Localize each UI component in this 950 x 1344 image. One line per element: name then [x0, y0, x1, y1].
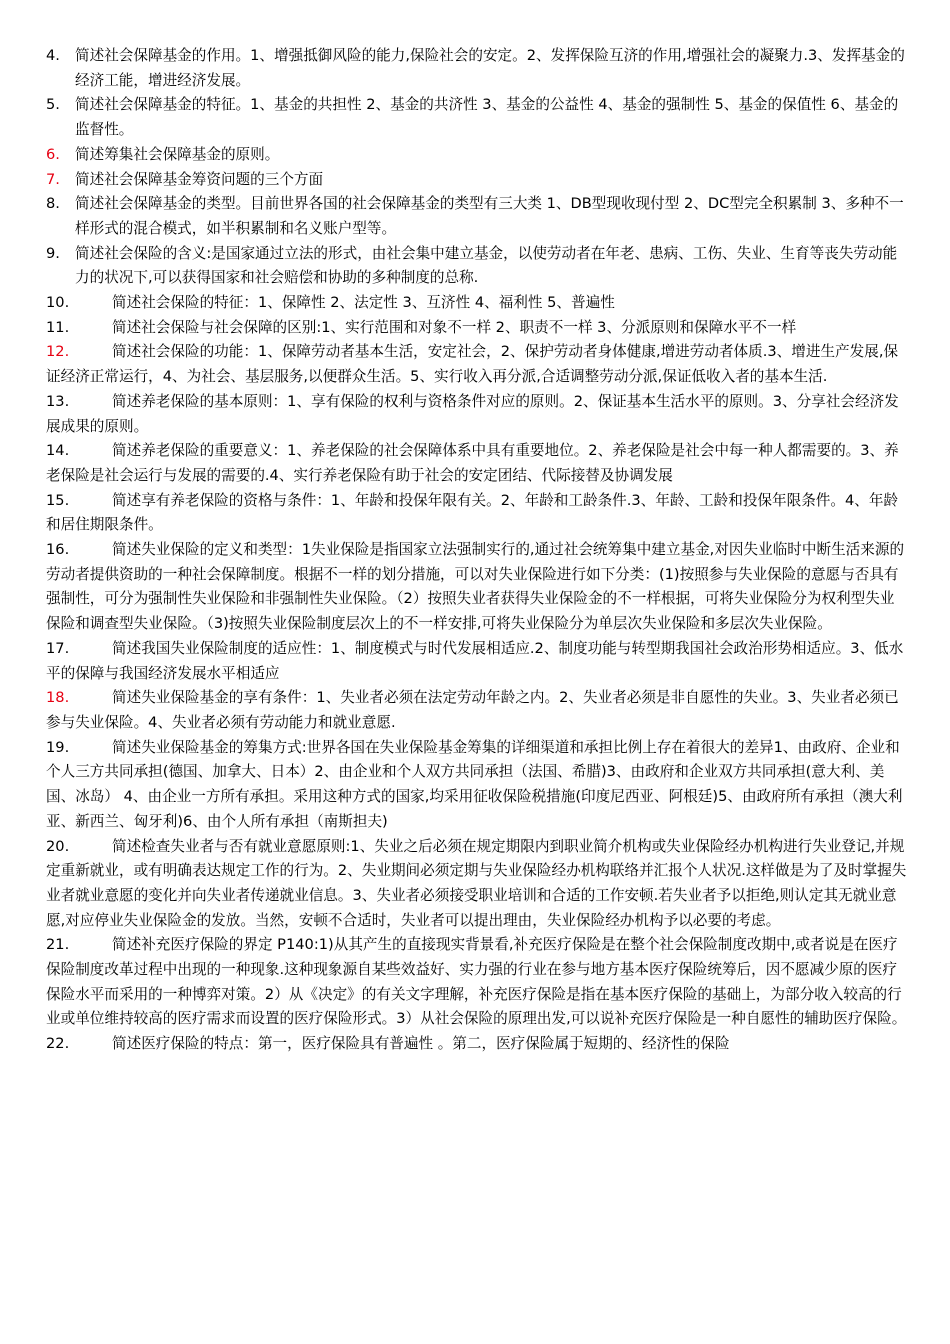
list-item	[46, 686, 908, 735]
item-number: 16.	[46, 541, 70, 559]
item-number: 21.	[46, 936, 70, 954]
item-number: 14.	[46, 442, 70, 460]
item-text: 简述检查失业者与否有就业意愿原则:1、失业之后必须在规定期限内到职业简介机构或失业保险经办机构进行失业登记,并规定重新就业，或有明确表达规定工作的行为。2、失业期间必须定期与失业保险经办机构联络并汇报个人状况.这样做是为了及时掌握失业者就业意愿的变化并向失业者传递就业信息。3、失业者必须接受职业培训和合适的工作安顿.若失业者予以拒绝,则认定其无就业意愿,对应停业失业保险金的发放。当然，安顿不合适时，失业者可以提出理由，失业保险经办机构予以必要的考虑。	[46, 837, 907, 929]
item-text: 简述失业保险基金的享有条件：1、失业者必须在法定劳动年龄之内。2、失业者必须是非自愿性的失业。3、失业者必须已参与失业保险。4、失业者必须有劳动能力和就业意愿.	[46, 689, 899, 731]
item-number: 17.	[46, 639, 70, 657]
item-text: 简述我国失业保险制度的适应性：1、制度模式与时代发展相适应.2、制度功能与转型期我国社会政治形势相适应。3、低水平的保障与我国经济发展水平相适应	[46, 639, 904, 682]
list-item	[46, 291, 908, 316]
item-text: 简述社会保险的功能：1、保障劳动者基本生活，安定社会，2、保护劳动者身体健康,增进劳动者体质.3、增进生产发展,保证经济正常运行，4、为社会、基层服务,以便群众生活。5、实行收入再分派,合适调整劳动分派,保证低收入者的基本生活.	[46, 343, 899, 386]
item-number: 7.	[46, 170, 60, 188]
list-item	[46, 390, 908, 439]
item-text: 简述补充医疗保险的界定 P140:1)从其产生的直接现实背景看,补充医疗保险是在整个社会保险制度改期中,或者说是在医疗保险制度改革过程中出现的一种现象.这种现象源自某些效益好、实力强的行业在参与地方基本医疗保险统筹后，因不愿减少原的医疗保险水平而采用的一种博弈对策。2）从《决定》的有关文字理解，补充医疗保险是指在基本医疗保险的基础上，为部分收入较高的行业或单位维持较高的医疗需求而设置的医疗保险形式。3）从社会保险的原理出发,可以说补充医疗保险是一种自愿性的辅助医疗保险。	[46, 936, 907, 1028]
list-item	[46, 340, 908, 389]
item-number: 5.	[46, 96, 60, 114]
item-text: 简述社会保险的含义:是国家通过立法的形式，由社会集中建立基金，以使劳动者在年老、患病、工伤、失业、生育等丧失劳动能力的状况下,可以获得国家和社会赔偿和协助的多种制度的总称.	[75, 244, 898, 287]
list-item	[46, 143, 908, 168]
item-text: 简述社会保险与社会保障的区别:1、实行范围和对象不一样 2、职责不一样 3、分派原则和保障水平不一样	[112, 318, 797, 336]
list-item	[46, 44, 908, 93]
item-text: 简述医疗保险的特点：第一，医疗保险具有普遍性 。第二，医疗保险属于短期的、经济性的保险	[112, 1035, 730, 1053]
item-text: 简述享有养老保险的资格与条件：1、年龄和投保年限有关。2、年龄和工龄条件.3、年龄、工龄和投保年限条件。4、年龄和居住期限条件。	[46, 491, 899, 534]
item-number: 8.	[46, 195, 60, 213]
item-text: 简述失业保险的定义和类型：1失业保险是指国家立法强制实行的,通过社会统筹集中建立基金,对因失业临时中断生活来源的劳动者提供资助的一种社会保障制度。根据不一样的划分措施，可以对失业保险进行如下分类：(1)按照参与失业保险的意愿与否具有强制性，可分为强制性失业保险和非强制性失业保险。（2）按照失业者获得失业保险金的不一样根据，可将失业保险分为权利型失业保险和调查型失业保险。（3)按照失业保险制度层次上的不一样安排,可将失业保险分为单层次失业保险和多层次失业保险。	[46, 541, 905, 633]
list-item	[46, 242, 908, 291]
item-number: 15.	[46, 491, 70, 509]
item-number: 11.	[46, 318, 70, 336]
list-item	[46, 489, 908, 538]
item-text: 简述养老保险的基本原则：1、享有保险的权利与资格条件对应的原则。2、保证基本生活水平的原则。3、分享社会经济发展成果的原则。	[46, 392, 899, 435]
list-item	[46, 736, 908, 835]
list-item	[46, 168, 908, 193]
item-number: 9.	[46, 244, 60, 262]
item-number: 18.	[46, 689, 70, 707]
item-number: 4.	[46, 47, 60, 64]
item-text: 简述社会保障基金的作用。1、增强抵御风险的能力,保险社会的安定。2、发挥保险互济的作用,增强社会的凝聚力.3、发挥基金的经济工能，增进经济发展。	[75, 47, 905, 89]
list-item	[46, 93, 908, 142]
list-item	[46, 192, 908, 241]
list-item	[46, 316, 908, 341]
document-page	[46, 44, 908, 1057]
item-number: 6.	[46, 145, 60, 163]
item-text: 简述失业保险基金的筹集方式:世界各国在失业保险基金筹集的详细渠道和承担比例上存在着很大的差异1、由政府、企业和个人三方共同承担(德国、加拿大、日本）2、由企业和个人双方共同承担（法国、希腊)3、由政府和企业双方共同承担(意大利、美国、冰岛） 4、由企业一方所有承担。采用这种方式的国家,均采用征收保险税措施(印度尼西亚、阿根廷)5、由政府所有承担（澳大利亚、新西兰、匈牙利)6、由个人所有承担（南斯担夫)	[46, 738, 903, 830]
item-text: 简述筹集社会保障基金的原则。	[75, 145, 280, 163]
list-item	[46, 1032, 908, 1057]
item-text: 简述社会保障基金筹资问题的三个方面	[75, 170, 324, 188]
item-number: 19.	[46, 738, 70, 756]
list-item	[46, 538, 908, 637]
item-text: 简述社会保障基金的特征。1、基金的共担性 2、基金的共济性 3、基金的公益性 4、基金的强制性 5、基金的保值性 6、基金的监督性。	[75, 96, 899, 139]
item-number: 13.	[46, 392, 70, 410]
item-text: 简述养老保险的重要意义：1、养老保险的社会保障体系中具有重要地位。2、养老保险是社会中每一种人都需要的。3、养老保险是社会运行与发展的需要的.4、实行养老保险有助于社会的安定团结、代际接替及协调发展	[46, 442, 899, 484]
list-item	[46, 933, 908, 1032]
item-number: 12.	[46, 343, 70, 361]
item-text: 简述社会保险的特征：1、保障性 2、法定性 3、互济性 4、福利性 5、普遍性	[112, 294, 615, 312]
item-number: 20.	[46, 837, 70, 855]
list-item	[46, 439, 908, 488]
list-item	[46, 637, 908, 686]
item-number: 22.	[46, 1035, 70, 1053]
item-number: 10.	[46, 294, 70, 312]
item-text: 简述社会保障基金的类型。目前世界各国的社会保障基金的类型有三大类 1、DB型现收现付型 2、DC型完全积累制 3、多种不一样形式的混合模式，如半积累制和名义账户型等。	[75, 195, 904, 237]
list-item	[46, 835, 908, 934]
